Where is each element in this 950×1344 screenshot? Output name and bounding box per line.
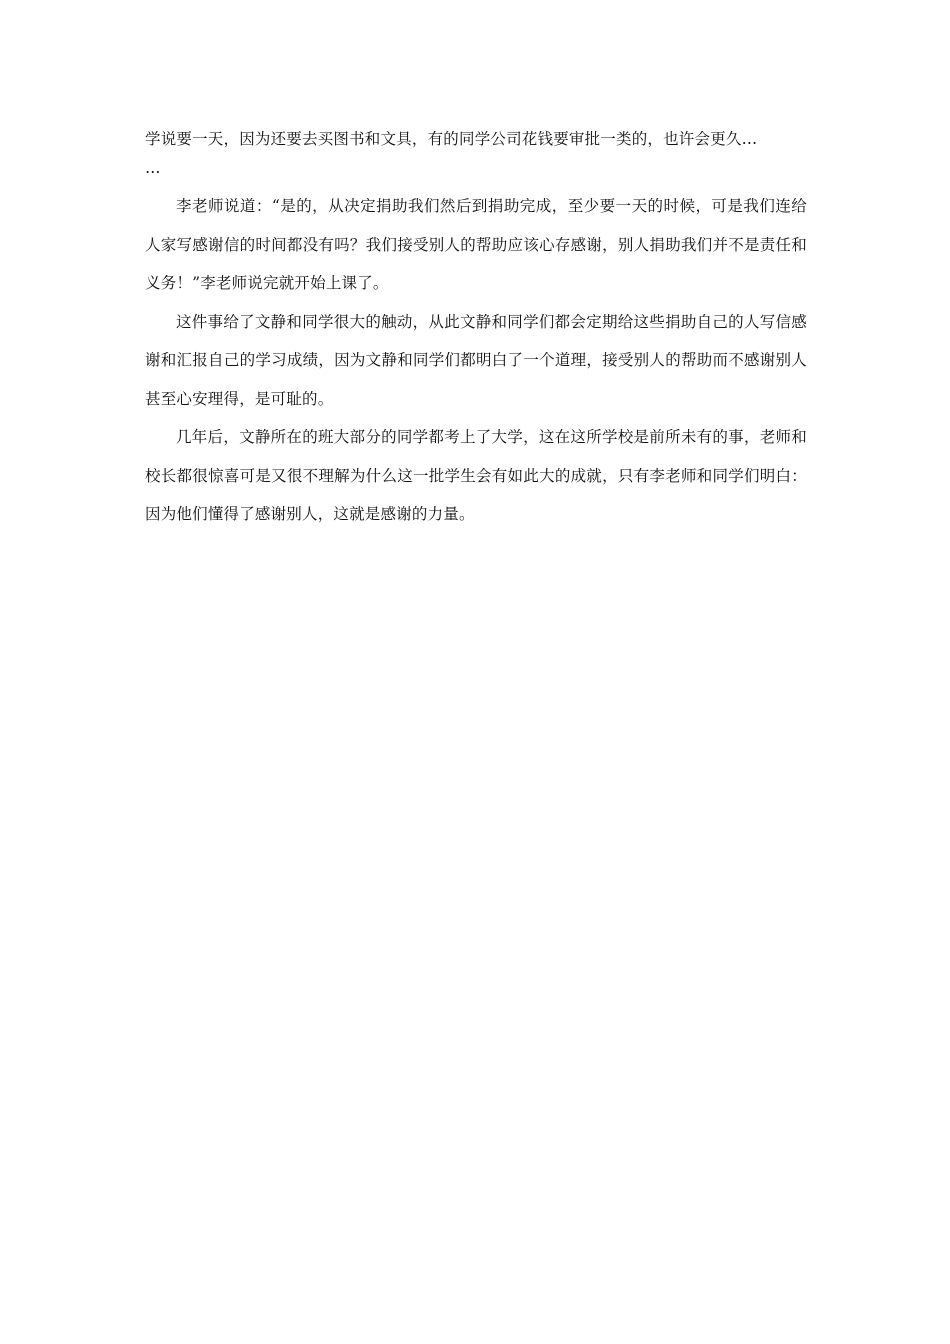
paragraph-1-text: 学说要一天，因为还要去买图书和文具，有的同学公司花钱要审批一类的，也许会更久… bbox=[145, 130, 758, 148]
paragraph-4-text: 几年后，文静所在的班大部分的同学都考上了大学，这在这所学校是前所未有的事，老师和校长都很惊喜可是又很不理解为什么这一批学生会有如此大的成就，只有李老师和同学们明白：因为他们懂得了感谢别人，这就是感谢的力量。 bbox=[145, 428, 807, 523]
paragraph-2 bbox=[145, 187, 807, 303]
paragraph-3-text: 这件事给了文静和同学很大的触动，从此文静和同学们都会定期给这些捐助自己的人写信感谢和汇报自己的学习成绩，因为文静和同学们都明白了一个道理，接受别人的帮助而不感谢别人甚至心安理得，是可耻的。 bbox=[145, 312, 807, 408]
paragraph-4 bbox=[145, 418, 807, 534]
paragraph-1 bbox=[145, 120, 807, 187]
paragraph-1-ellipsis: … bbox=[145, 158, 161, 177]
paragraph-2-text: 李老师说道：“是的，从决定捐助我们然后到捐助完成，至少要一天的时候，可是我们连给人家写感谢信的时间都没有吗？我们接受别人的帮助应该心存感谢，别人捐助我们并不是责任和义务！”李老师说完就开始上课了。 bbox=[145, 197, 807, 292]
document-body bbox=[145, 120, 807, 534]
paragraph-3 bbox=[145, 303, 807, 419]
